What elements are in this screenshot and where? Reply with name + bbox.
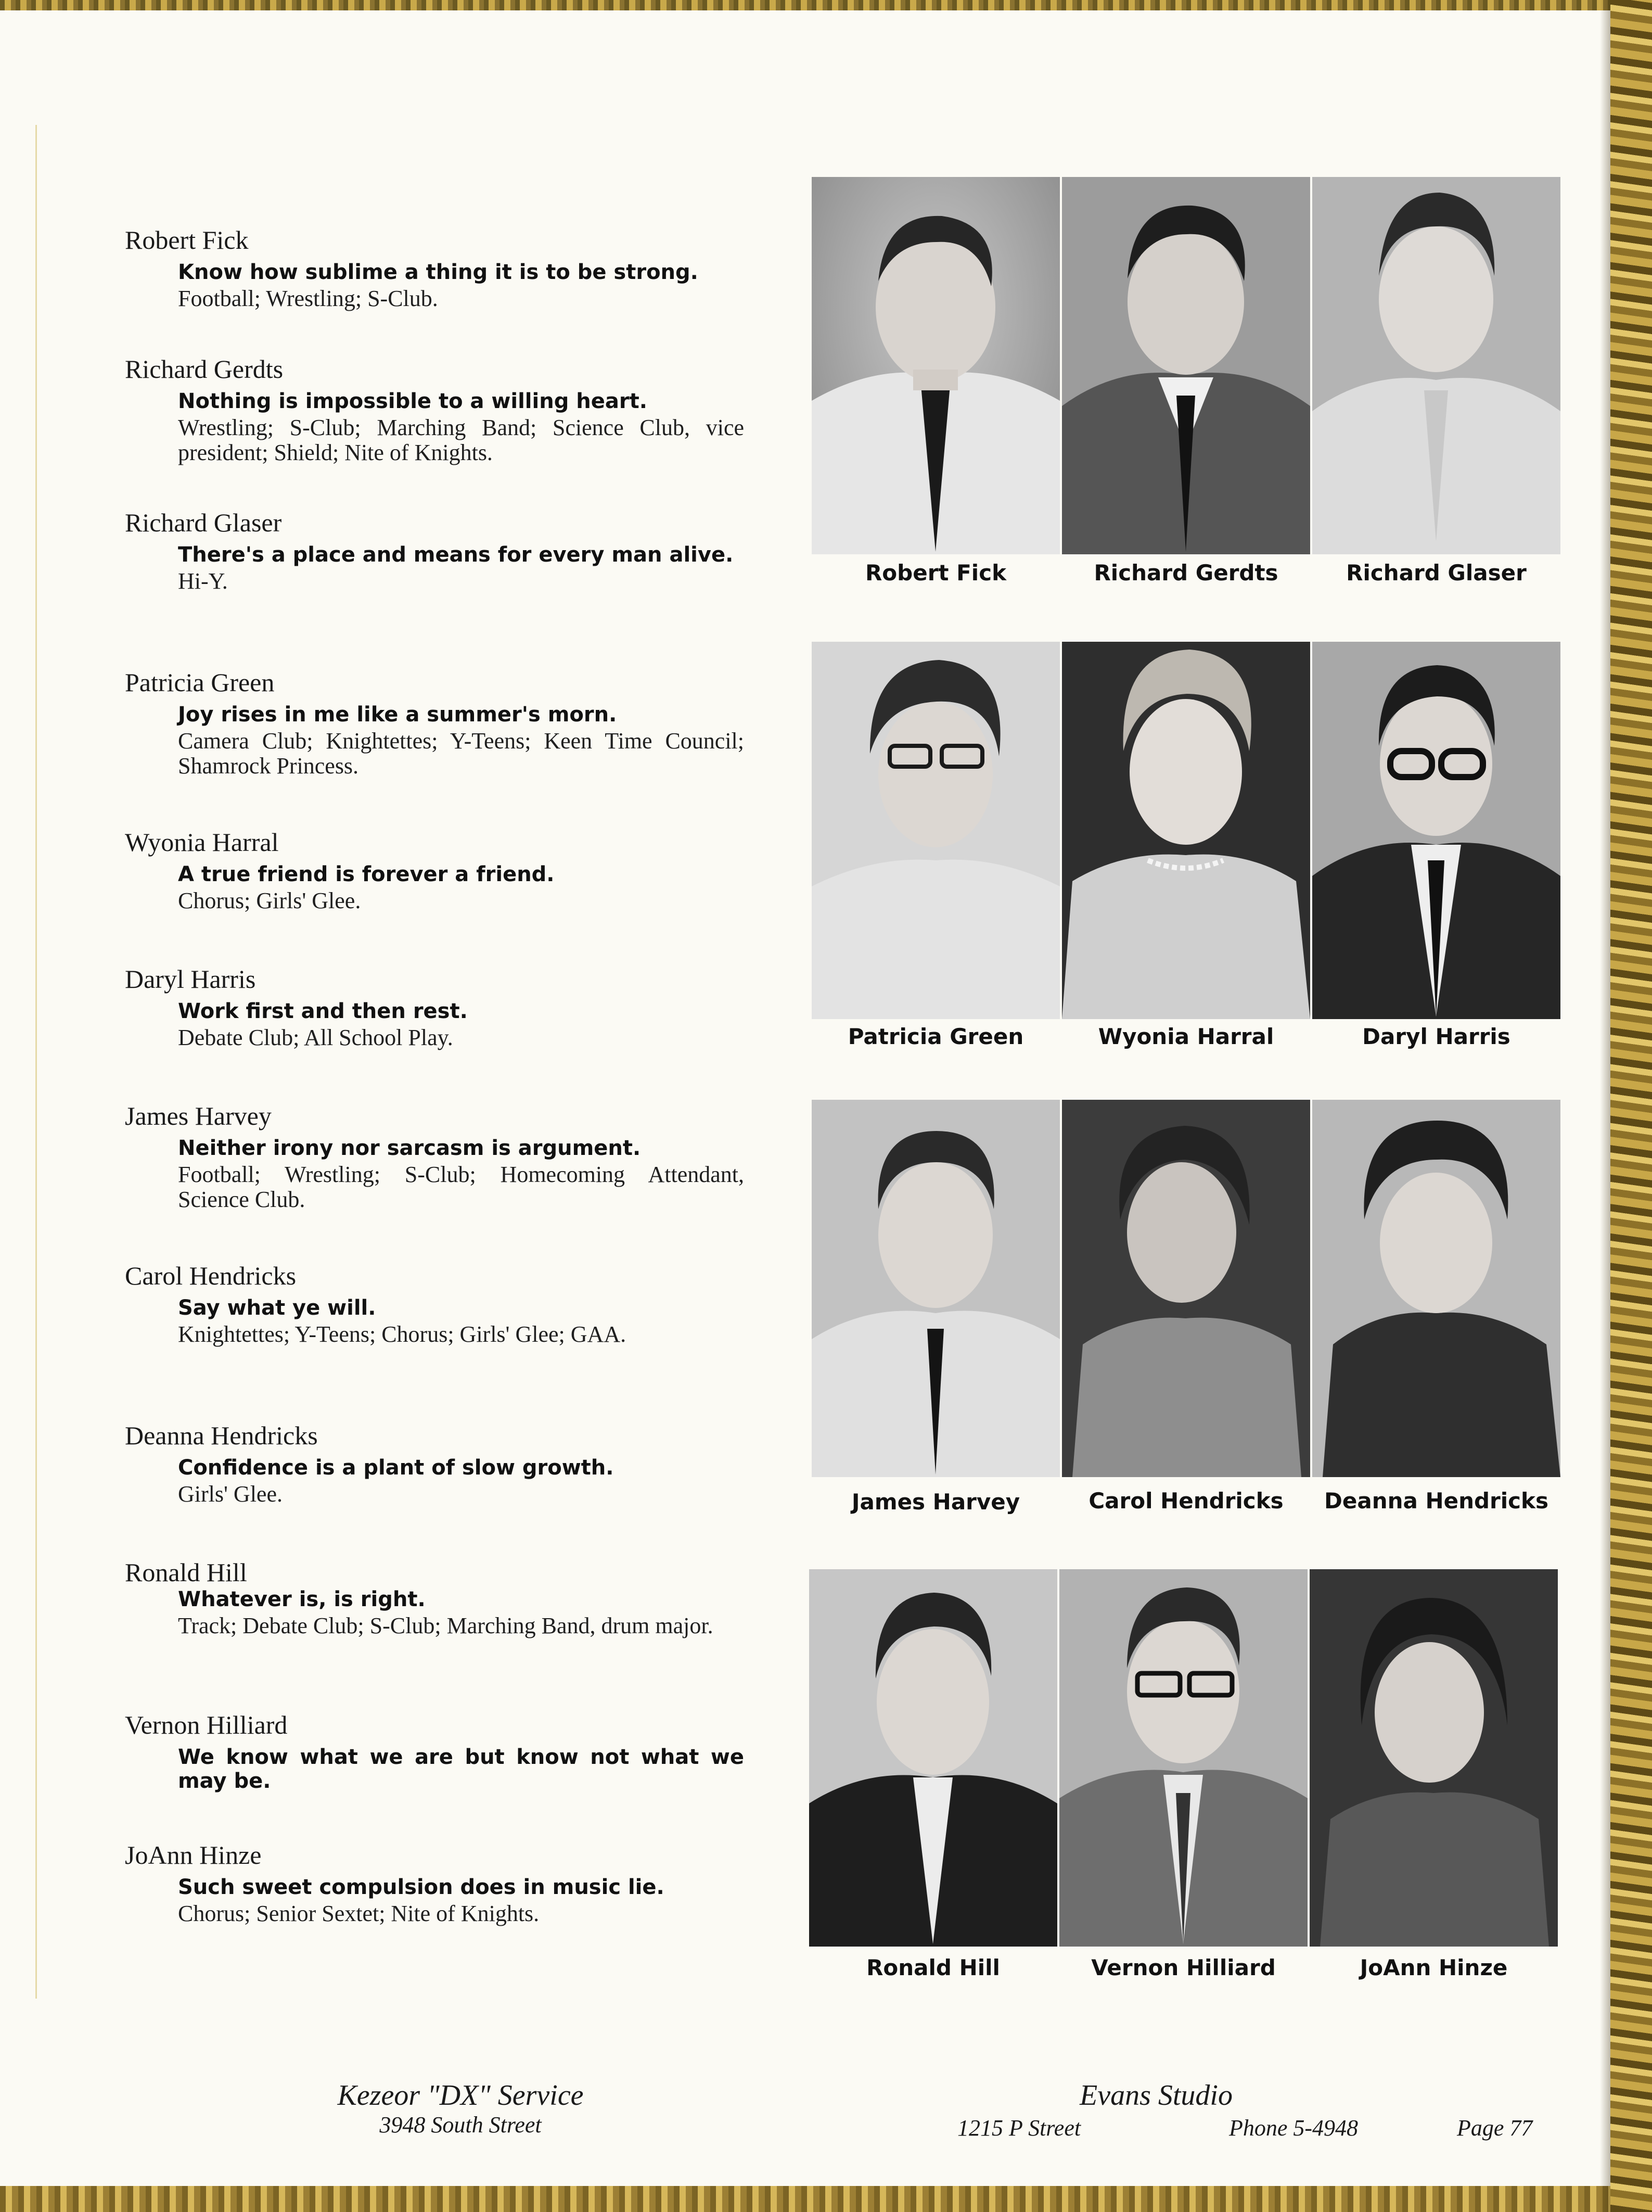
senior-quote: Work first and then rest. [178,999,468,1023]
binding-crease [35,125,37,1999]
portrait-caption: Deanna Hendricks [1324,1488,1548,1514]
senior-activities: Football; Wrestling; S-Club; Homecoming Attendant, Science Club. [178,1162,744,1212]
senior-entry [125,964,744,1050]
senior-name: Robert Fick [125,225,249,255]
portrait-photo [1312,642,1560,1019]
senior-quote: Whatever is, is right. [178,1587,426,1611]
senior-name: James Harvey [125,1101,272,1130]
senior-activities: Chorus; Senior Sextet; Nite of Knights. [178,1901,540,1926]
senior-quote: A true friend is forever a friend. [178,862,555,886]
portrait-photo [1059,1569,1308,1947]
senior-quote: Such sweet compulsion does in music lie. [178,1875,664,1899]
portrait-caption: JoAnn Hinze [1360,1955,1508,1980]
senior-entry [125,1710,744,1795]
gilded-bottom-edge [0,2186,1652,2212]
senior-name: JoAnn Hinze [125,1840,262,1870]
senior-name: Ronald Hill [125,1558,247,1587]
portrait-photo [812,177,1060,554]
senior-quote: We know what we are but know not what we may be. [178,1745,744,1793]
senior-entry [125,1840,744,1926]
senior-name: Carol Hendricks [125,1261,297,1290]
portrait-caption: Ronald Hill [866,1955,1000,1980]
senior-name: Deanna Hendricks [125,1421,318,1450]
portrait-caption: Vernon Hilliard [1091,1955,1276,1980]
gilded-top-edge [0,0,1652,10]
senior-activities: Football; Wrestling; S-Club. [178,286,438,311]
senior-entry [125,354,744,465]
senior-activities: Wrestling; S-Club; Marching Band; Science Club, vice president; Shield; Nite of Knights. [178,415,744,465]
portrait-photo [1312,1100,1560,1477]
senior-name: Wyonia Harral [125,828,279,857]
senior-name: Patricia Green [125,668,275,697]
portrait-caption: Daryl Harris [1362,1024,1510,1049]
advertiser-block [291,2079,630,2139]
senior-entry [125,1557,744,1638]
senior-quote: Confidence is a plant of slow growth. [178,1456,614,1480]
senior-entry [125,225,744,311]
portrait-photo [1310,1569,1558,1947]
senior-name: Richard Glaser [125,508,282,537]
senior-activities: Girls' Glee. [178,1481,283,1507]
portrait-caption: Richard Glaser [1346,560,1527,586]
portrait-caption: Carol Hendricks [1088,1488,1284,1514]
senior-activities: Debate Club; All School Play. [178,1025,453,1050]
portrait-photo [1062,177,1310,554]
studio-name: Evans Studio [1080,2079,1233,2112]
senior-name: Vernon Hilliard [125,1710,288,1739]
page-edge-shadow [1600,0,1611,2212]
senior-name: Daryl Harris [125,964,256,994]
senior-entry [125,507,744,594]
page-number: Page 77 [1457,2115,1533,2141]
portrait-photo [1062,1100,1310,1477]
senior-name: Richard Gerdts [125,354,284,384]
senior-quote: Know how sublime a thing it is to be strong. [178,260,698,284]
gilded-right-edge [1610,0,1652,2212]
senior-activities: Track; Debate Club; S-Club; Marching Band, drum major. [178,1613,713,1638]
studio-phone: Phone 5-4948 [1229,2115,1359,2141]
senior-entry [125,1420,744,1507]
portrait-caption: James Harvey [851,1489,1020,1515]
portrait-caption: Wyonia Harral [1098,1024,1274,1049]
portrait-caption: Robert Fick [865,560,1007,586]
senior-entry [125,1101,744,1212]
senior-quote: Say what ye will. [178,1296,376,1320]
senior-quote: Joy rises in me like a summer's morn. [178,703,617,727]
senior-activities: Chorus; Girls' Glee. [178,888,361,913]
senior-entry [125,827,744,913]
portrait-photo [809,1569,1057,1947]
senior-activities: Hi-Y. [178,568,228,594]
senior-quote: Nothing is impossible to a willing heart. [178,389,647,413]
senior-activities: Camera Club; Knightettes; Y-Teens; Keen Time Council; Shamrock Princess. [178,728,744,779]
portrait-caption: Richard Gerdts [1094,560,1278,586]
portrait-photo [1062,642,1310,1019]
portrait-photo [812,642,1060,1019]
senior-quote: Neither irony nor sarcasm is argument. [178,1136,641,1160]
portrait-photo [1312,177,1560,554]
portrait-caption: Patricia Green [848,1024,1024,1049]
senior-quote: There's a place and means for every man alive. [178,543,734,567]
studio-address: 1215 P Street [957,2115,1081,2141]
advertiser-address: 3948 South Street [379,2112,542,2138]
senior-entry [125,1261,744,1347]
senior-activities: Knightettes; Y-Teens; Chorus; Girls' Glee; GAA. [178,1321,626,1347]
senior-entry [125,667,744,779]
advertiser-name: Kezeor "DX" Service [337,2079,584,2112]
portrait-photo [812,1100,1060,1477]
